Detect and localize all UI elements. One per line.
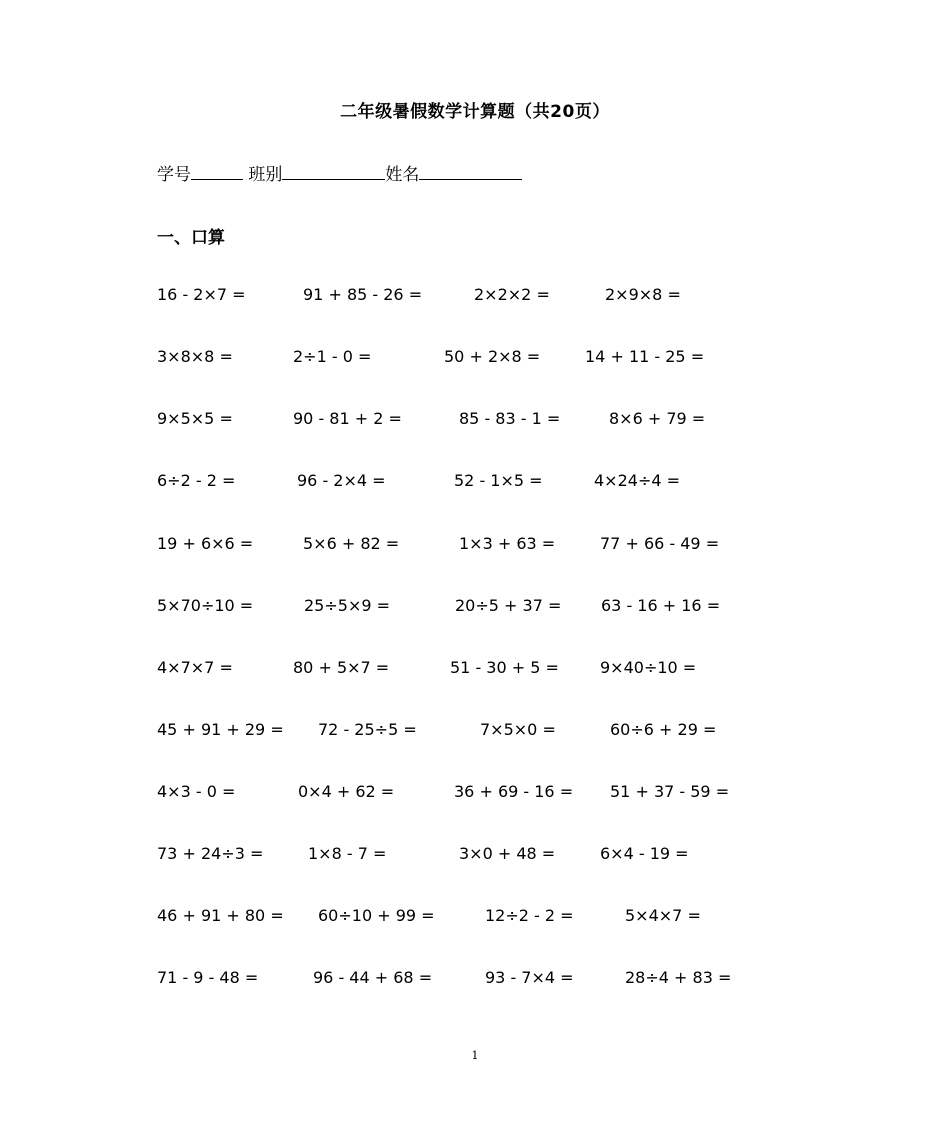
problem-9-2: 0×4 + 62 = [298,782,395,801]
problem-3-3: 85 - 83 - 1 = [459,409,561,428]
problem-10-4: 6×4 - 19 = [600,844,689,863]
problem-5-3: 1×3 + 63 = [459,534,556,553]
problem-4-1: 6÷2 - 2 = [157,471,236,490]
problem-4-4: 4×24÷4 = [594,471,681,490]
problem-2-1: 3×8×8 = [157,347,233,366]
problem-10-3: 3×0 + 48 = [459,844,556,863]
problem-11-4: 5×4×7 = [625,906,701,925]
problem-9-3: 36 + 69 - 16 = [454,782,574,801]
problem-12-3: 93 - 7×4 = [485,968,574,987]
problem-3-4: 8×6 + 79 = [609,409,706,428]
problem-2-2: 2÷1 - 0 = [293,347,372,366]
problem-1-2: 91 + 85 - 26 = [303,285,423,304]
problem-10-1: 73 + 24÷3 = [157,844,264,863]
problem-11-2: 60÷10 + 99 = [318,906,435,925]
problem-12-4: 28÷4 + 83 = [625,968,732,987]
problem-12-2: 96 - 44 + 68 = [313,968,433,987]
problem-8-3: 7×5×0 = [480,720,556,739]
problem-7-4: 9×40÷10 = [600,658,697,677]
problem-4-3: 52 - 1×5 = [454,471,543,490]
section-heading: 一、口算 [157,228,225,248]
problem-9-4: 51 + 37 - 59 = [610,782,730,801]
page-number: 1 [471,1049,479,1062]
problem-9-1: 4×3 - 0 = [157,782,236,801]
class-blank [282,162,385,180]
problem-5-2: 5×6 + 82 = [303,534,400,553]
problem-12-1: 71 - 9 - 48 = [157,968,259,987]
problem-2-3: 50 + 2×8 = [444,347,541,366]
problem-2-4: 14 + 11 - 25 = [585,347,705,366]
problem-8-1: 45 + 91 + 29 = [157,720,284,739]
name-blank [419,162,522,180]
student-id-blank [191,162,243,180]
class-label: 班别 [248,165,283,185]
student-id-label: 学号 [157,165,191,185]
problem-6-1: 5×70÷10 = [157,596,254,615]
page-title: 二年级暑假数学计算题（共20页） [340,102,610,122]
problem-3-1: 9×5×5 = [157,409,233,428]
problem-10-2: 1×8 - 7 = [308,844,387,863]
problem-7-1: 4×7×7 = [157,658,233,677]
problem-1-3: 2×2×2 = [474,285,550,304]
problem-4-2: 96 - 2×4 = [297,471,386,490]
problem-11-3: 12÷2 - 2 = [485,906,574,925]
problem-7-2: 80 + 5×7 = [293,658,390,677]
problem-8-4: 60÷6 + 29 = [610,720,717,739]
problem-5-1: 19 + 6×6 = [157,534,254,553]
problem-1-1: 16 - 2×7 = [157,285,246,304]
problem-1-4: 2×9×8 = [605,285,681,304]
student-info-line [157,160,522,185]
problem-6-4: 63 - 16 + 16 = [601,596,721,615]
name-label: 姓名 [385,165,420,185]
problem-6-2: 25÷5×9 = [304,596,391,615]
problem-7-3: 51 - 30 + 5 = [450,658,559,677]
problem-5-4: 77 + 66 - 49 = [600,534,720,553]
problem-8-2: 72 - 25÷5 = [318,720,417,739]
problem-3-2: 90 - 81 + 2 = [293,409,402,428]
problem-11-1: 46 + 91 + 80 = [157,906,284,925]
problem-6-3: 20÷5 + 37 = [455,596,562,615]
